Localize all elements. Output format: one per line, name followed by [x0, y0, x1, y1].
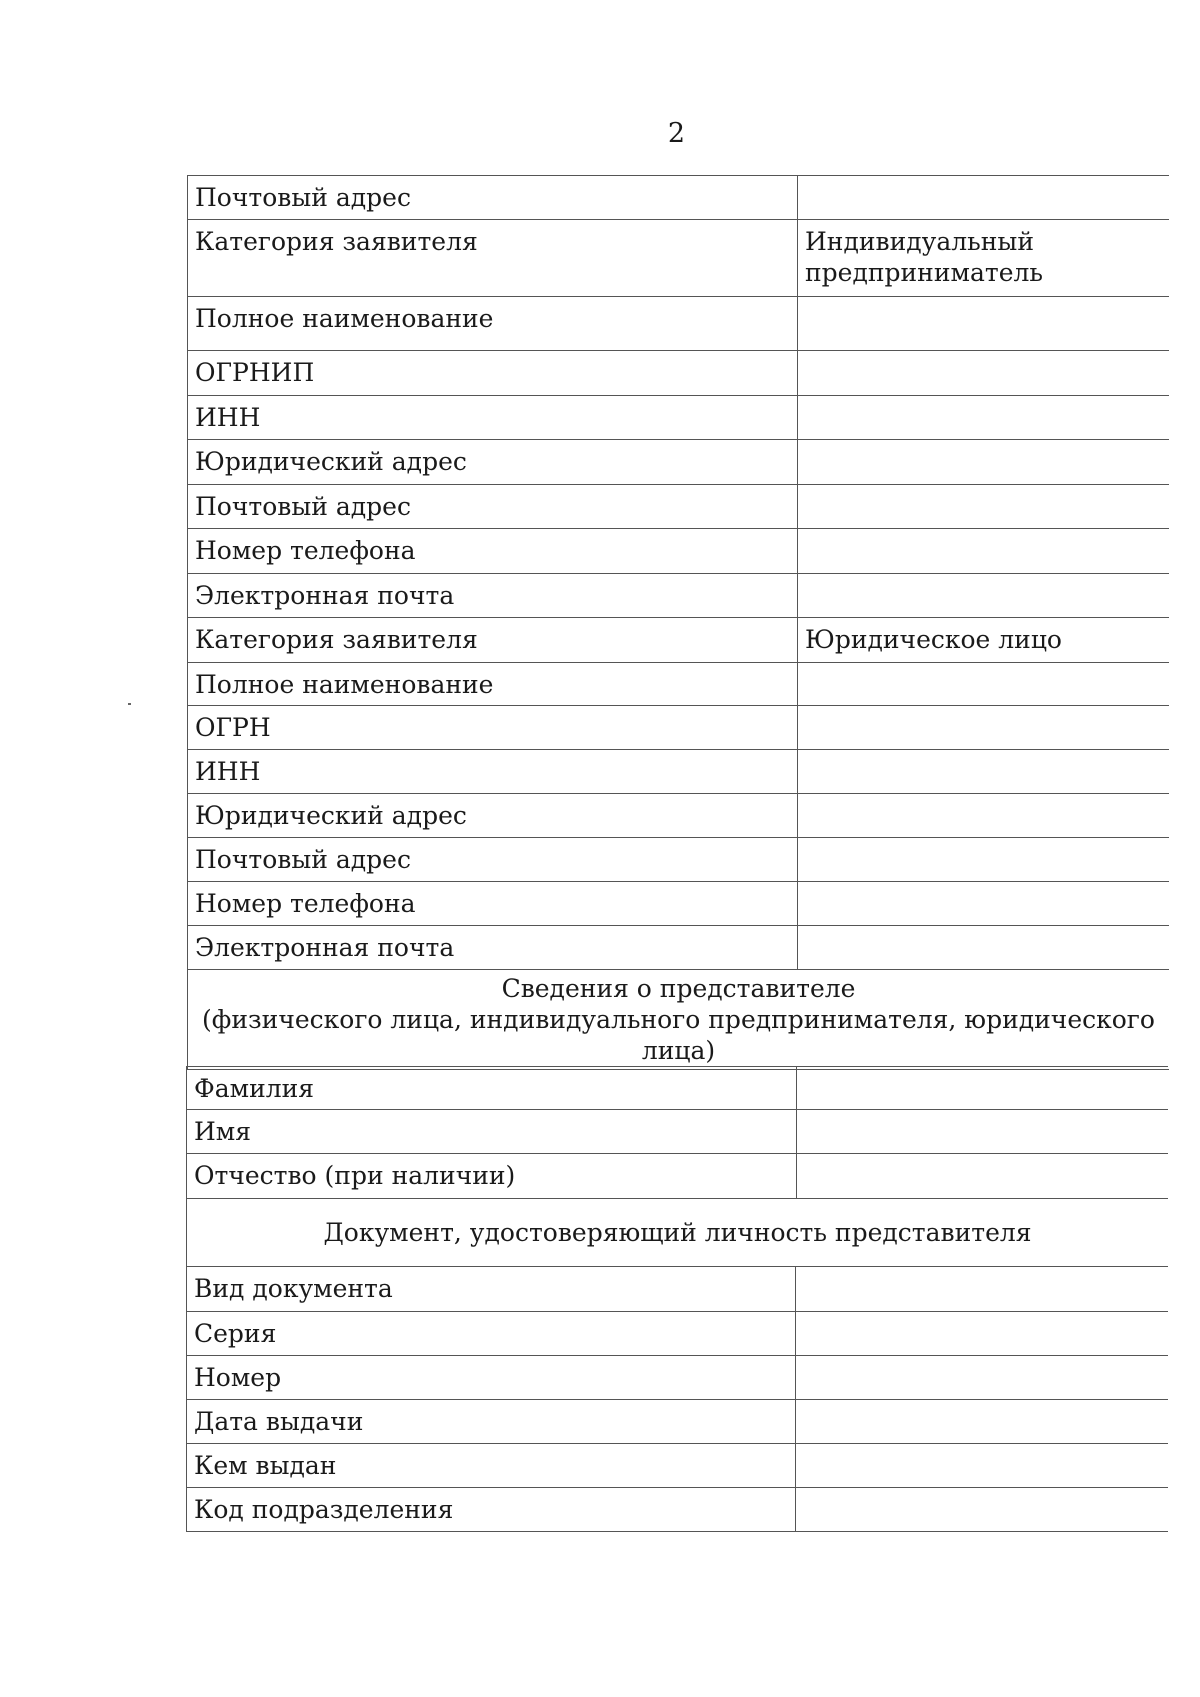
document-section-header	[187, 1199, 1169, 1267]
row-label: Вид документа	[187, 1267, 796, 1312]
table-row	[187, 1267, 1169, 1312]
row-label: Отчество (при наличии)	[187, 1154, 797, 1199]
row-label: Номер телефона	[188, 529, 798, 574]
table-row	[187, 1356, 1169, 1400]
row-value[interactable]	[796, 1400, 1169, 1444]
row-value[interactable]	[798, 440, 1170, 485]
table-row	[188, 176, 1170, 220]
row-value[interactable]	[797, 1067, 1169, 1110]
section-title	[188, 970, 1170, 1070]
row-label: Почтовый адрес	[188, 176, 798, 220]
table-row	[188, 574, 1170, 618]
document-table	[186, 1266, 1168, 1532]
row-label: Имя	[187, 1110, 797, 1154]
row-value[interactable]	[798, 574, 1170, 618]
row-value[interactable]	[798, 926, 1170, 970]
row-value[interactable]	[798, 882, 1170, 926]
row-value[interactable]	[798, 750, 1170, 794]
page-number: 2	[667, 118, 686, 149]
table-row	[188, 926, 1170, 970]
table-row	[188, 794, 1170, 838]
applicant-table	[187, 175, 1169, 1070]
table-row	[188, 220, 1170, 297]
row-value[interactable]	[797, 1154, 1169, 1199]
row-label: Номер телефона	[188, 882, 798, 926]
row-label: Номер	[187, 1356, 796, 1400]
row-value[interactable]	[798, 706, 1170, 750]
row-label: Категория заявителя	[188, 220, 798, 297]
row-label: ОГРН	[188, 706, 798, 750]
row-label: Юридический адрес	[188, 794, 798, 838]
row-value[interactable]	[798, 794, 1170, 838]
representative-section-header	[188, 970, 1170, 1070]
row-value[interactable]	[798, 529, 1170, 574]
row-value[interactable]	[797, 1110, 1169, 1154]
row-label: Электронная почта	[188, 574, 798, 618]
row-label: Фамилия	[187, 1067, 797, 1110]
row-value[interactable]: Юридическое лицо	[798, 618, 1170, 663]
row-label: ИНН	[188, 396, 798, 440]
table-row	[188, 297, 1170, 351]
table-row	[188, 706, 1170, 750]
table-row	[187, 1400, 1169, 1444]
table-row	[188, 618, 1170, 663]
representative-table	[186, 1066, 1168, 1267]
row-label: Электронная почта	[188, 926, 798, 970]
section-title-line1: Сведения о представителе	[501, 974, 856, 1003]
table-row	[187, 1444, 1169, 1488]
row-value[interactable]	[798, 396, 1170, 440]
row-value[interactable]	[798, 351, 1170, 396]
table-row	[187, 1312, 1169, 1356]
table-row	[188, 882, 1170, 926]
table-row	[188, 750, 1170, 794]
table-row	[188, 485, 1170, 529]
table-row	[187, 1154, 1169, 1199]
row-value[interactable]	[796, 1444, 1169, 1488]
row-value[interactable]	[798, 485, 1170, 529]
table-row	[188, 440, 1170, 485]
row-value[interactable]	[796, 1312, 1169, 1356]
row-label: Дата выдачи	[187, 1400, 796, 1444]
table-row	[188, 351, 1170, 396]
row-label: Почтовый адрес	[188, 838, 798, 882]
row-value[interactable]	[798, 297, 1170, 351]
row-label: Полное наименование	[188, 297, 798, 351]
row-label: Код подразделения	[187, 1488, 796, 1532]
row-label: Серия	[187, 1312, 796, 1356]
row-value[interactable]	[796, 1488, 1169, 1532]
table-row	[187, 1488, 1169, 1532]
table-row	[188, 838, 1170, 882]
row-value[interactable]	[798, 838, 1170, 882]
row-value[interactable]	[798, 663, 1170, 706]
row-label: Почтовый адрес	[188, 485, 798, 529]
table-row	[187, 1110, 1169, 1154]
row-value[interactable]	[798, 176, 1170, 220]
row-value[interactable]	[796, 1267, 1169, 1312]
row-value[interactable]: Индивидуальный предприниматель	[798, 220, 1170, 297]
row-label: Кем выдан	[187, 1444, 796, 1488]
section-title-line2: (физического лица, индивидуального предпринимателя, юридического лица)	[202, 1005, 1155, 1065]
row-label: ИНН	[188, 750, 798, 794]
scan-speck	[128, 703, 131, 705]
table-row	[187, 1067, 1169, 1110]
table-row	[188, 396, 1170, 440]
row-label: Полное наименование	[188, 663, 798, 706]
table-row	[188, 663, 1170, 706]
section-title: Документ, удостоверяющий личность представителя	[187, 1199, 1169, 1267]
row-label: Категория заявителя	[188, 618, 798, 663]
row-value[interactable]	[796, 1356, 1169, 1400]
row-label: Юридический адрес	[188, 440, 798, 485]
table-row	[188, 529, 1170, 574]
row-label: ОГРНИП	[188, 351, 798, 396]
